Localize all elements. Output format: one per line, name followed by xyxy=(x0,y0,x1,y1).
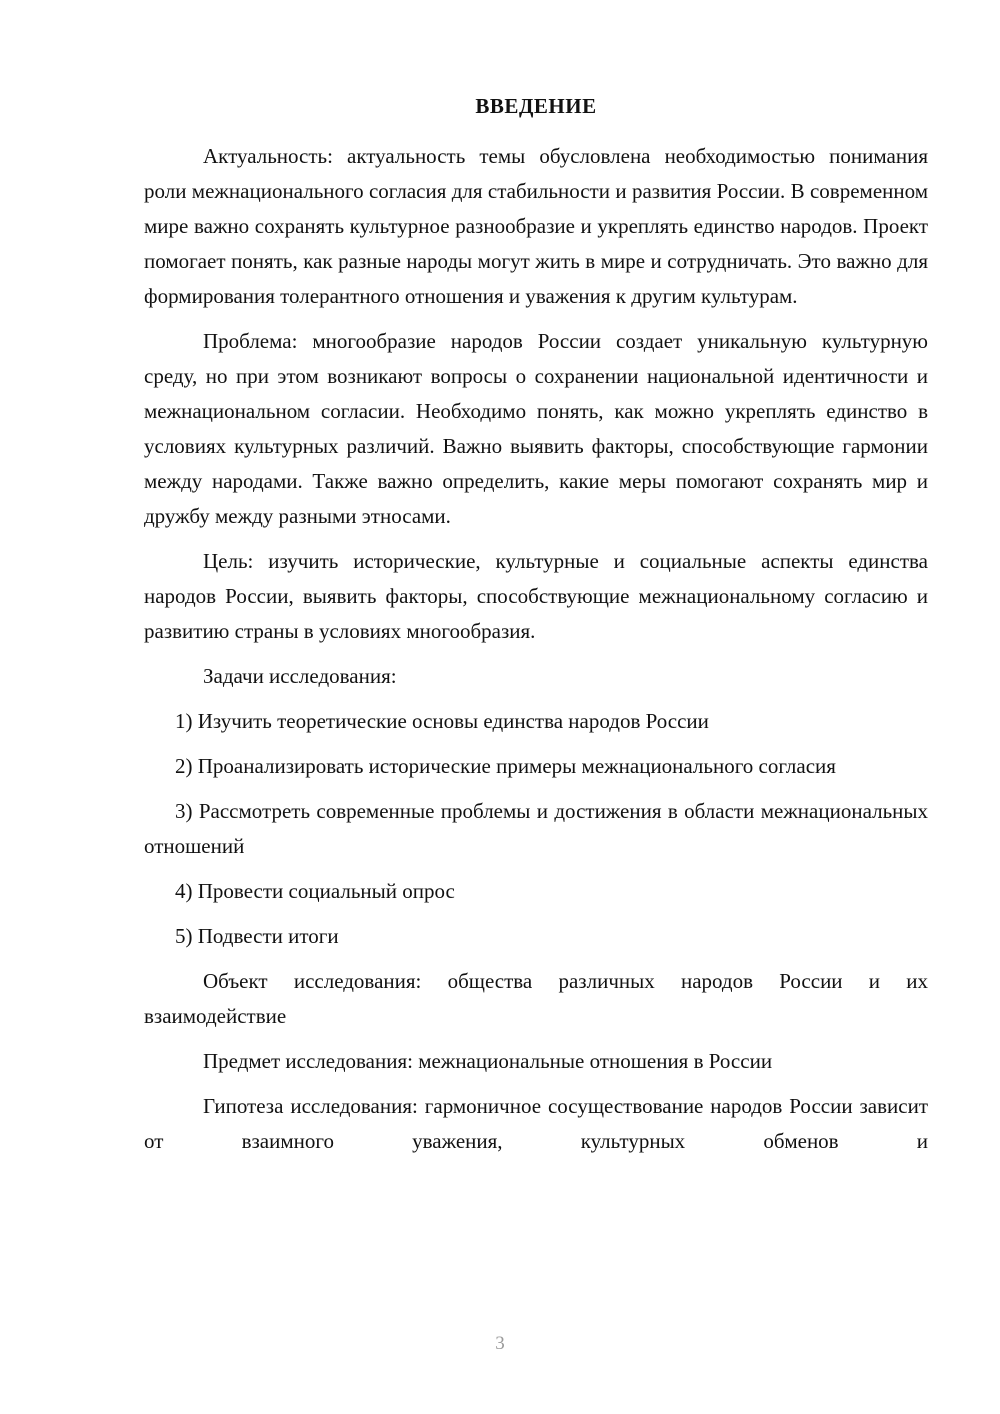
hypothesis-paragraph: Гипотеза исследования: гармоничное сосуществование народов России зависит от взаимного уважения, культурных обменов и xyxy=(144,1094,928,1153)
object-paragraph: Объект исследования: общества различных народов России и их взаимодействие xyxy=(144,969,928,1028)
problem-paragraph: Проблема: многообразие народов России создает уникальную культурную среду, но при этом возникают вопросы о сохранении национальной идентичности и межнациональном согласии. Необходимо понять, как можно укреплять единство в условиях культурных различий. Важно выявить факторы, способствующие гармонии между народами. Также важно определить, какие меры помогают сохранять мир и дружбу между разными этносами. xyxy=(144,329,928,528)
task-item: 4) Провести социальный опрос xyxy=(175,879,455,903)
task-item: 2) Проанализировать исторические примеры межнационального согласия xyxy=(175,754,836,778)
task-item: 3) Рассмотреть современные проблемы и достижения в области межнациональных отношений xyxy=(144,799,928,858)
task-item: 5) Подвести итоги xyxy=(175,924,339,948)
page-number: 3 xyxy=(495,1333,505,1354)
page-content xyxy=(144,94,928,1159)
goal-paragraph: Цель: изучить исторические, культурные и социальные аспекты единства народов России, выявить факторы, способствующие межнациональному согласию и развитию страны в условиях многообразия. xyxy=(144,549,928,643)
task-item: 1) Изучить теоретические основы единства народов России xyxy=(175,709,709,733)
relevance-paragraph: Актуальность: актуальность темы обусловлена необходимостью понимания роли межнационального согласия для стабильности и развития России. В современном мире важно сохранять культурное разнообразие и укреплять единство народов. Проект помогает понять, как разные народы могут жить в мире и сотрудничать. Это важно для формирования толерантного отношения и уважения к другим культурам. xyxy=(144,144,928,308)
tasks-heading: Задачи исследования: xyxy=(203,664,397,688)
page-title: ВВЕДЕНИЕ xyxy=(475,94,597,118)
subject-paragraph: Предмет исследования: межнациональные отношения в России xyxy=(203,1049,773,1073)
